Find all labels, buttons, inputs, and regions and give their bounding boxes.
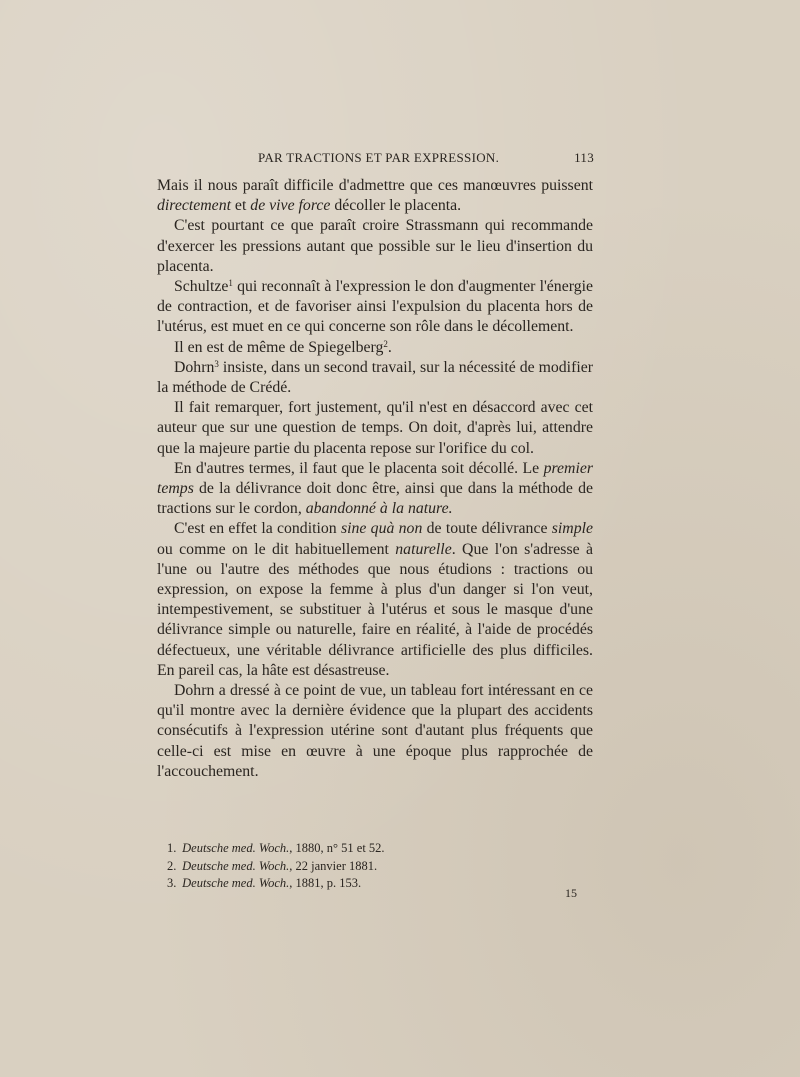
text-run: Schultze [174,278,229,296]
footnote-source: Deutsche med. Woch. [182,841,290,855]
footnote-ref: 1 [228,278,233,289]
paragraph [157,459,593,520]
italic-text: sine quà non [340,520,423,538]
text-run: Il fait remarquer, fort justement, qu'il n'est en désaccord avec cet auteur que sur une question de temps. On doit, d'après lui, attendre que la majeure partie du placenta repose sur l'orifice du col. [157,399,593,457]
text-run: Il en est de même de Spiegelberg [174,338,384,356]
running-title: PAR TRACTIONS ET PAR EXPRESSION. [258,150,500,165]
italic-text: simple [551,520,593,538]
text-run: . Que l'on s'adresse à l'une ou l'autre des méthodes que nous étudions : tractions ou expression, on expose la femme à plus d'un danger si l'on veut, intempestivement, se substituer à l'utérus et sous le masque d'une délivrance simple ou naturelle, faire en réalité, à l'aide de procédés défectueux, une véritable délivrance artificielle des plus difficiles. En pareil cas, la hâte est désastreuse. [157,540,593,679]
text-run: de la délivrance doit donc être, ainsi que dans la méthode de tractions sur le cordon, [157,480,593,518]
text-run: C'est en effet la condition [174,520,341,538]
italic-text: naturelle [395,540,452,558]
footnotes [167,840,527,893]
italic-text: de vive force [250,197,331,215]
page-number: 113 [574,150,594,165]
italic-text: directement [157,197,231,215]
footnote-source: Deutsche med. Woch. [182,876,290,890]
text-run: C'est pourtant ce que paraît croire Strassmann qui recommande d'exercer les pressions autant que possible sur le lieu d'insertion du placenta. [157,217,593,275]
paragraph [157,216,593,277]
paragraph [157,277,593,338]
footnote-detail: , 1881, p. 153. [289,876,362,890]
text-run: Dohrn [174,358,215,376]
text-run: décoller le placenta. [330,197,462,215]
footnote [167,875,527,893]
text-run: qui reconnaît à l'expression le don d'augmenter l'énergie de contraction, et de favoriser ainsi l'expulsion du placenta hors de l'utérus, est muet en ce qui concerne son rôle dans le décollement. [157,278,593,336]
paragraph [157,338,593,358]
paragraph [157,681,593,782]
footnote-detail: , 22 janvier 1881. [289,858,378,873]
paragraph [157,519,593,681]
footnote-ref: 3 [214,358,219,369]
paragraph [157,176,593,216]
paragraph [157,398,593,459]
footnote-source: Deutsche med. Woch. [182,858,290,873]
footnote-number: 3. [167,876,177,890]
footnote-ref: 2 [383,338,388,349]
signature-mark: 15 [565,886,577,900]
paragraph [157,358,593,398]
text-run: et [230,197,251,215]
footnote-detail: , 1880, n° 51 et 52. [289,841,385,855]
footnote [167,840,527,858]
italic-text: abandonné à la nature. [305,500,453,518]
italic-text: premier temps [157,459,593,498]
body-text [157,176,593,782]
footnote [167,858,527,876]
text-run: Dohrn a dressé à ce point de vue, un tableau fort intéressant en ce qu'il montre avec la dernière évidence que la plupart des accidents consécutifs à l'expression utérine sont d'autant plus fréquents que celle-ci est mise en œuvre à une époque plus rapprochée de l'accouchement. [157,682,593,780]
text-run: . [387,338,392,356]
text-run: ou comme on le dit habituellement [157,540,396,558]
text-run: insiste, dans un second travail, sur la nécessité de modifier la méthode de Crédé. [157,358,593,397]
footnote-number: 1. [167,841,177,855]
footnote-number: 2. [167,858,177,873]
text-run: de toute délivrance [422,520,552,538]
text-run: Mais il nous paraît difficile d'admettre que ces manœuvres puissent [157,177,593,194]
text-run: En d'autres termes, il faut que le placenta soit décollé. Le [174,459,544,477]
